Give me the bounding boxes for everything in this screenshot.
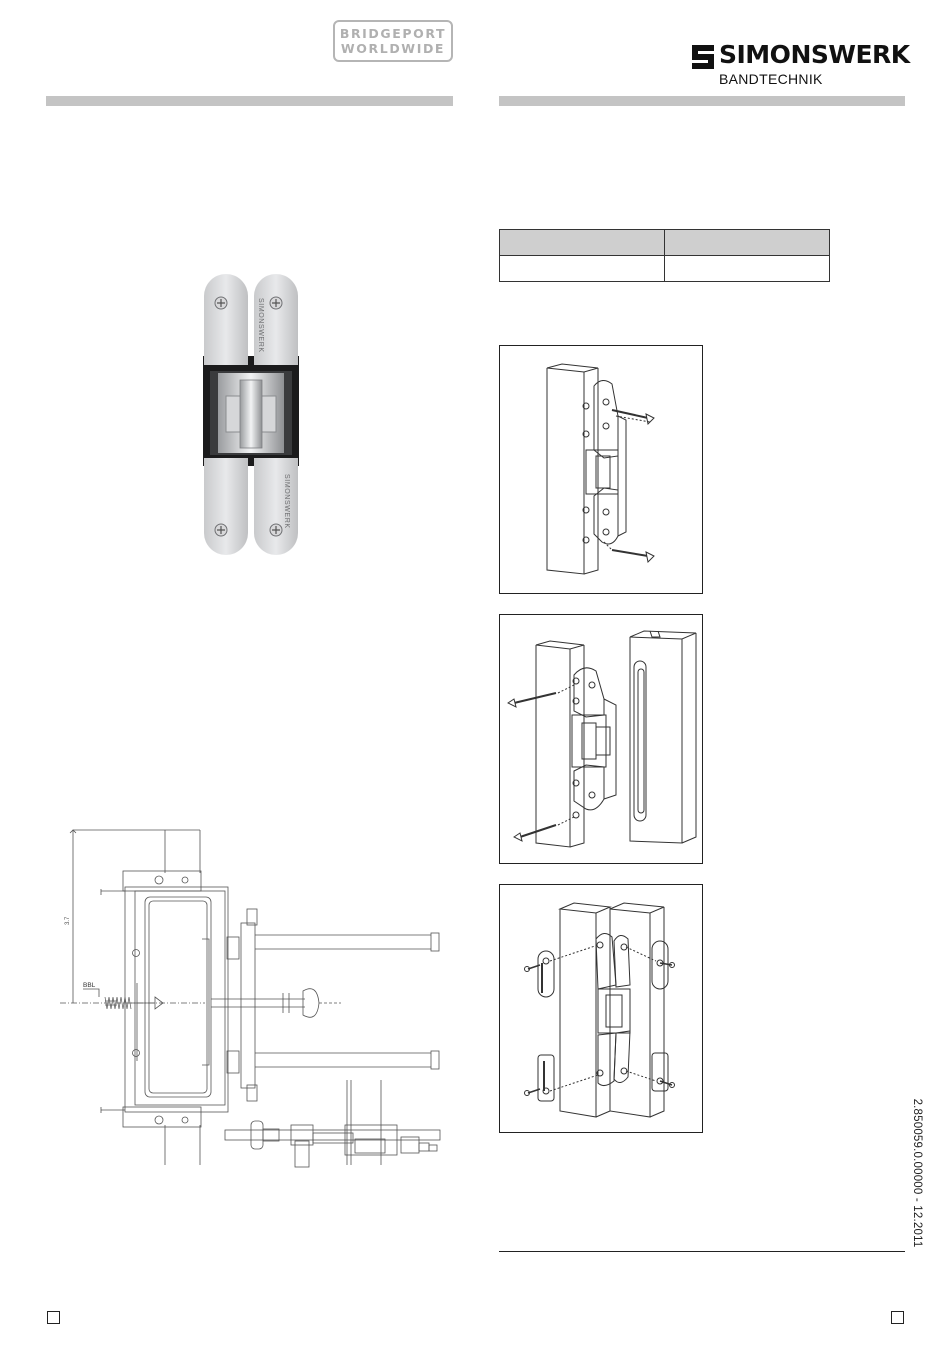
spec-table-header-row [500, 230, 830, 256]
jig-dimension-label: 3.7 [65, 916, 71, 925]
document-number-text: 2.850059.0.00000 - 12.2011 [911, 1098, 923, 1248]
hinge-engraving-bottom: SIMONSWERK [283, 474, 290, 529]
hinge-cover-caps-figure [500, 885, 702, 1132]
left-header-bar [46, 96, 453, 106]
spec-table-row [500, 256, 830, 282]
installation-figure-3 [499, 884, 703, 1133]
spec-table-header-cell [665, 230, 830, 256]
page-corner-marker-left [47, 1311, 60, 1324]
bbl-label: BBL [83, 982, 96, 989]
hinge-engraving-top: SIMONSWERK [257, 298, 264, 353]
spec-table-header-cell [500, 230, 665, 256]
right-header-bar [499, 96, 905, 106]
document-number [895, 1098, 939, 1248]
installation-figure-2 [499, 614, 703, 864]
footer-rule [499, 1251, 905, 1252]
logo-line-2: WORLDWIDE [340, 41, 446, 56]
milling-jig-drawing [55, 825, 455, 1170]
spec-table-cell [665, 256, 830, 282]
bridgeport-worldwide-logo [333, 20, 453, 62]
brand-name: SIMONSWERK [719, 40, 910, 69]
spec-table-cell [500, 256, 665, 282]
simonswerk-logo-icon [692, 45, 714, 69]
installation-figure-1 [499, 345, 703, 594]
spec-table [499, 229, 830, 282]
concealed-hinge-photo [196, 268, 306, 563]
hinge-mount-door-figure [500, 615, 702, 863]
hinge-mount-frame-figure [500, 346, 702, 593]
logo-line-1: BRIDGEPORT [339, 26, 447, 41]
brand-subtitle: BANDTECHNIK [719, 71, 823, 87]
page-corner-marker-right [891, 1311, 904, 1324]
